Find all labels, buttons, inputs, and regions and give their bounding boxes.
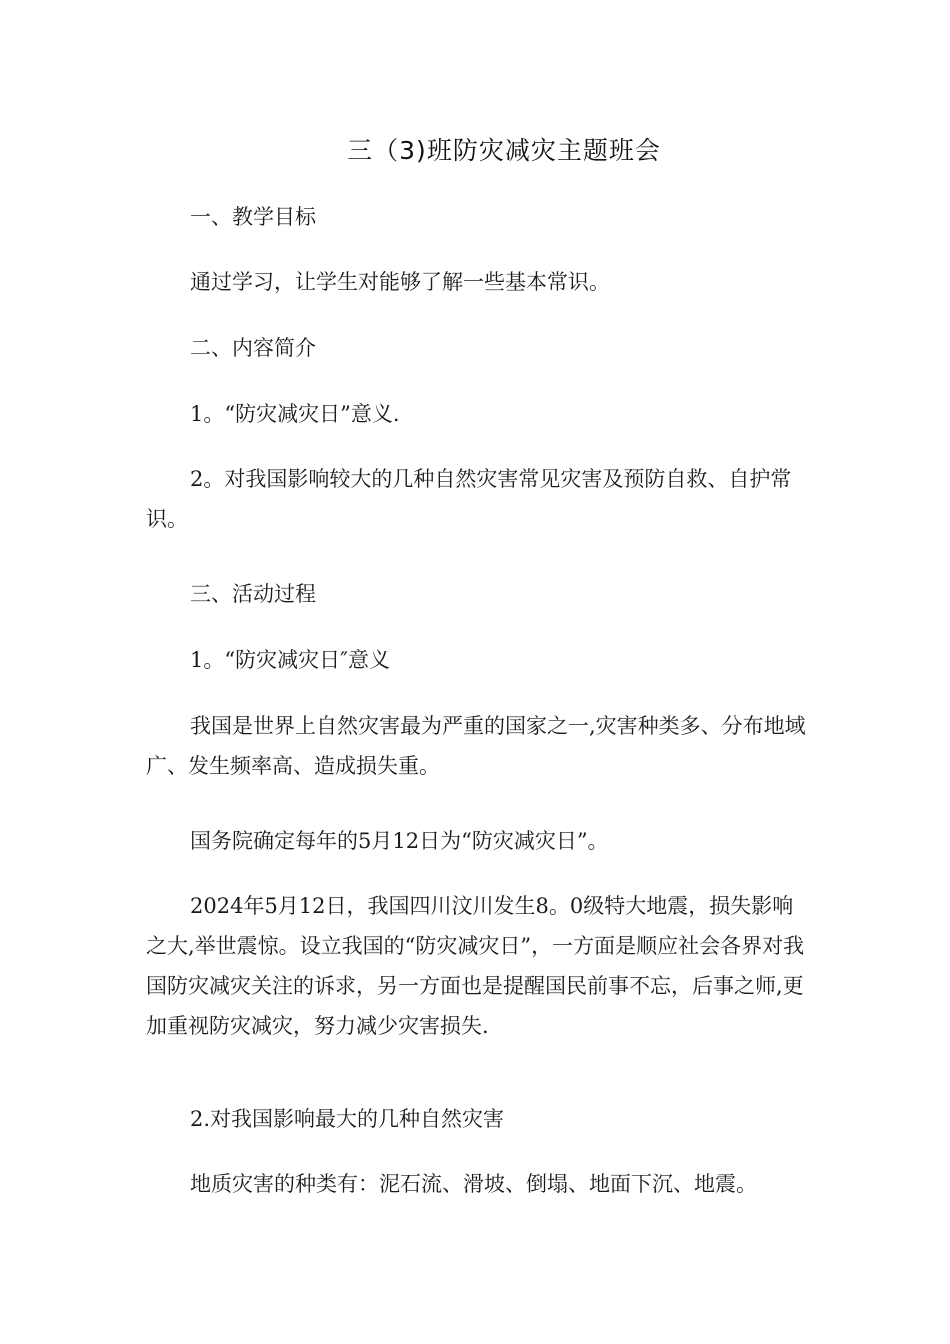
paragraph-wenchuan-earthquake: 2024年5月12日，我国四川汶川发生8。0级特大地震，损失影响之大,举世震惊。设立我国的“防灾减灾日”，一方面是顺应社会各界对我国防灾减灾关注的诉求，另一方面也是提醒国民前事不忘，后事之师,更加重视防灾减灾，努力减少灾害损失. xyxy=(146,894,805,1038)
section-heading-process: 三、活动过程 xyxy=(190,582,316,606)
section-heading-contents: 二、内容简介 xyxy=(190,336,316,360)
paragraph-process-item-1: 1。“防灾减灾日″意义 xyxy=(190,648,390,672)
paragraph-contents-item-1: 1。“防灾减灾日”意义. xyxy=(190,402,400,426)
paragraph-contents-item-2: 2。对我国影响较大的几种自然灾害常见灾害及预防自救、自护常识。 xyxy=(146,467,792,531)
document-title: 三（3)班防灾减灾主题班会 xyxy=(347,136,661,165)
paragraph-process-item-2: 2.对我国影响最大的几种自然灾害 xyxy=(190,1107,505,1131)
paragraph-geological-disasters: 地质灾害的种类有：泥石流、滑坡、倒塌、地面下沉、地震。 xyxy=(190,1172,757,1196)
paragraph-disaster-overview: 我国是世界上自然灾害最为严重的国家之一,灾害种类多、分布地域广、发生频率高、造成损失重。 xyxy=(146,714,806,778)
paragraph-objectives-text: 通过学习，让学生对能够了解一些基本常识。 xyxy=(190,270,610,294)
section-heading-objectives: 一、教学目标 xyxy=(190,205,316,229)
paragraph-disaster-day: 国务院确定每年的5月12日为“防灾减灾日”。 xyxy=(190,829,609,853)
